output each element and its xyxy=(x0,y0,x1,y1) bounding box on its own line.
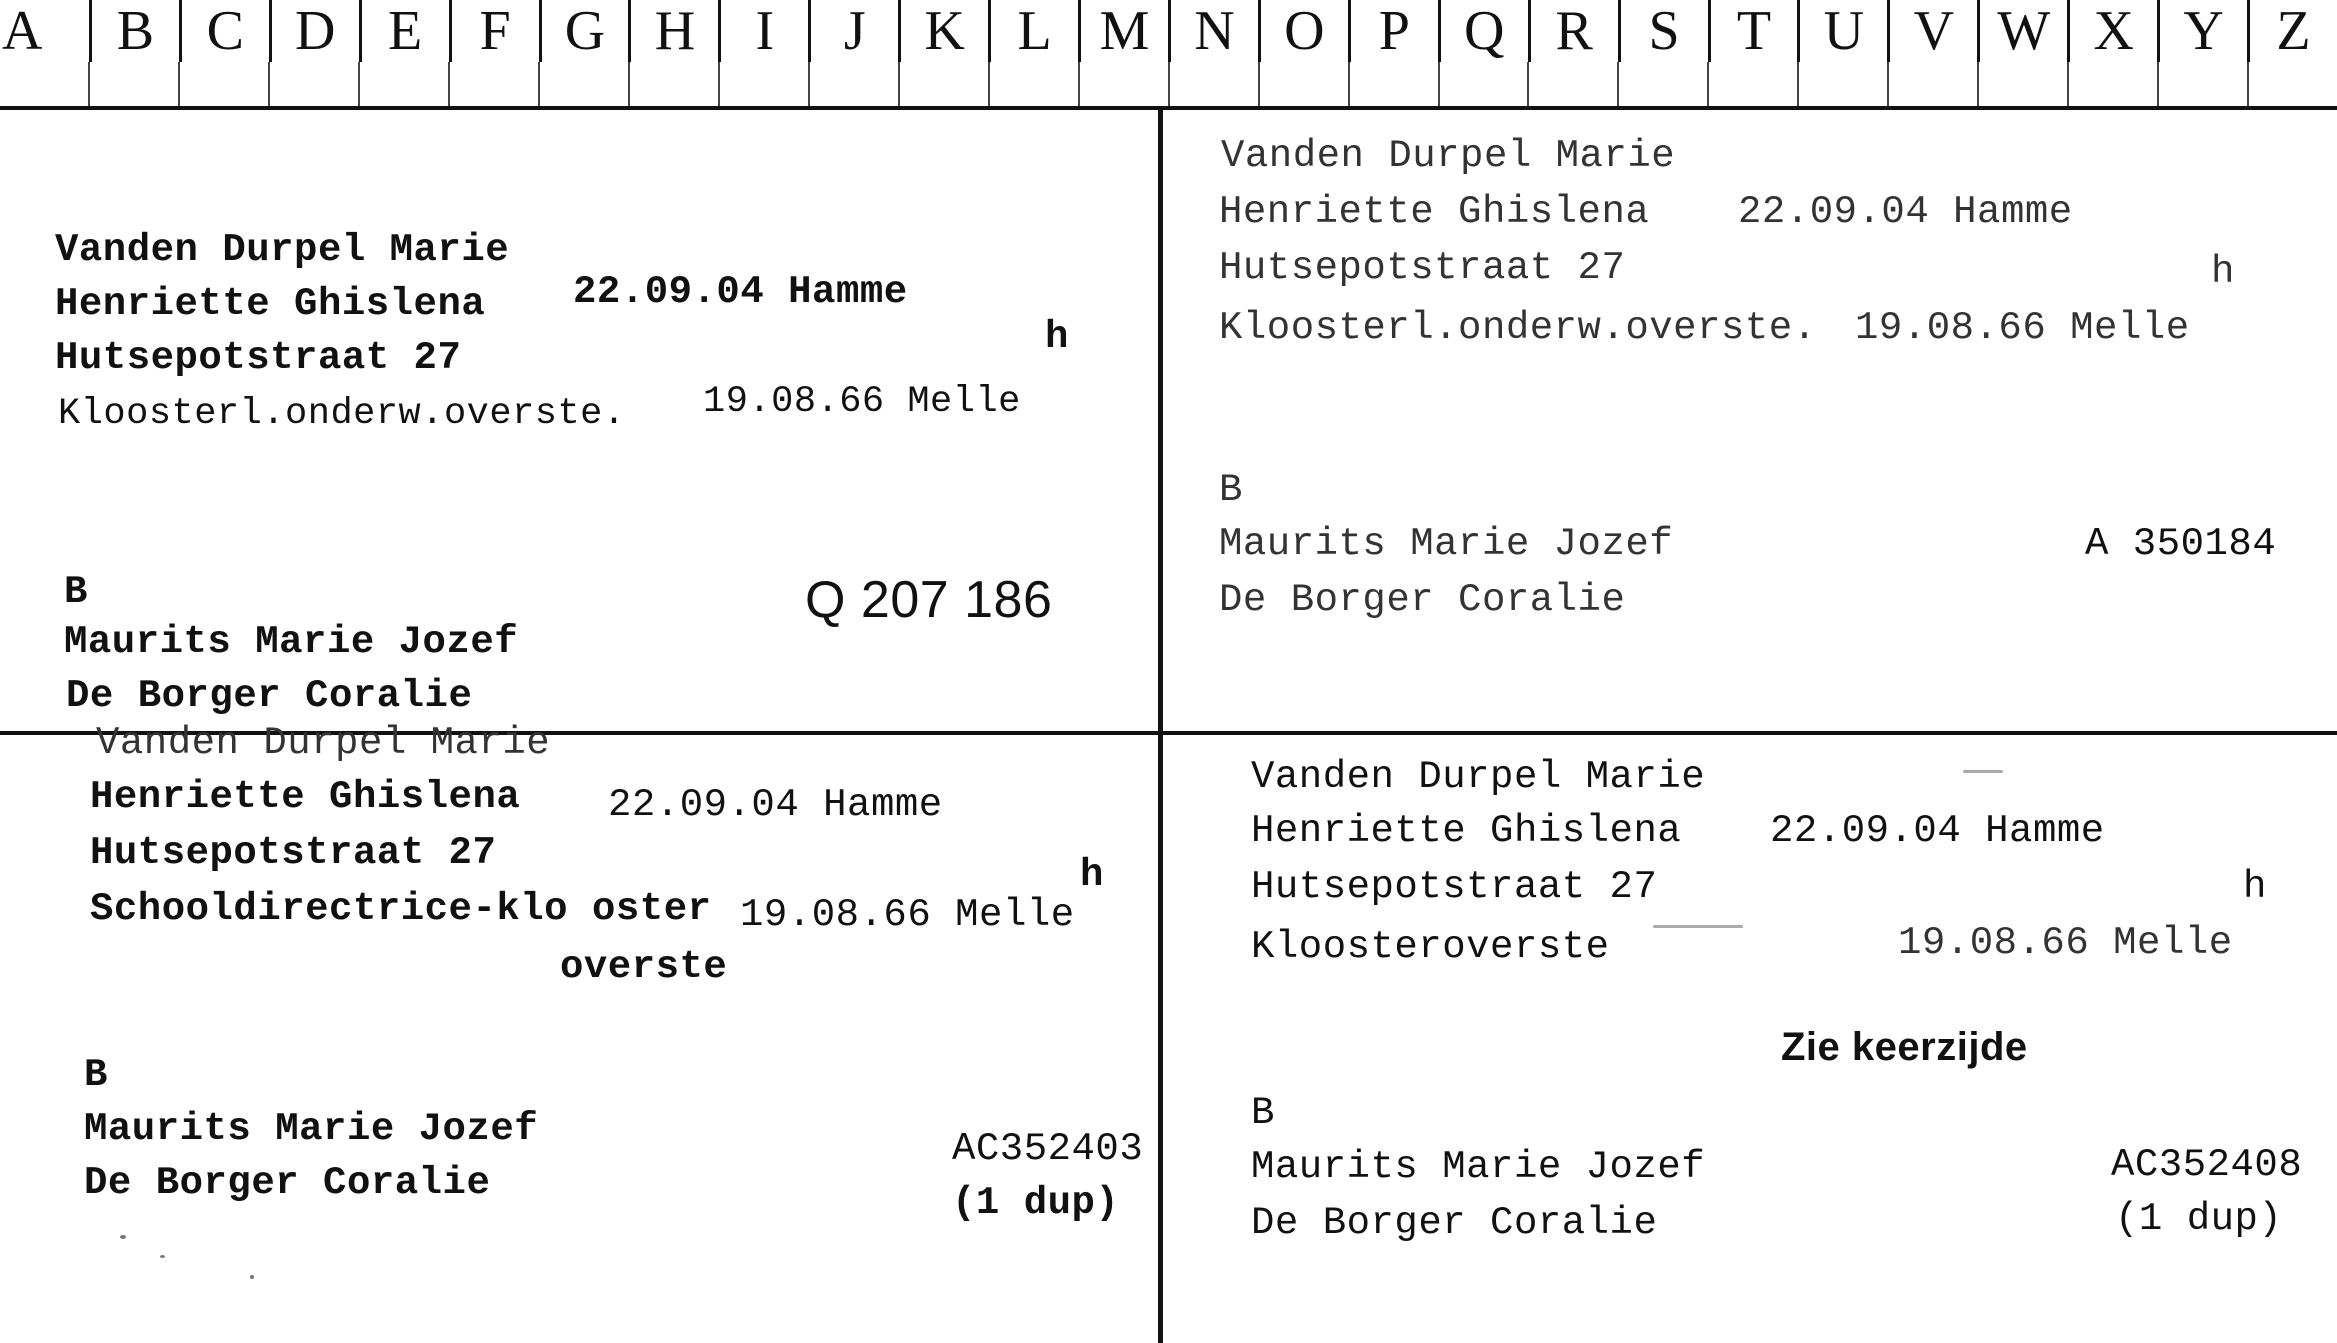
index-letter: A xyxy=(0,0,92,62)
card-name-line2: Henriette Ghislena xyxy=(90,775,521,819)
index-letter: T xyxy=(1711,0,1801,62)
index-letter: O xyxy=(1261,0,1351,62)
card-date-place: 19.08.66 Melle xyxy=(1855,306,2190,350)
card-note: Zie keerzijde xyxy=(1781,1025,2028,1069)
index-letter: X xyxy=(2070,0,2160,62)
index-letter: N xyxy=(1171,0,1261,62)
card-parents-label: B xyxy=(1219,468,1243,512)
card-number: Q 207 186 xyxy=(805,571,1053,629)
card-occupation: Kloosterl.onderw.overste. xyxy=(1219,306,1817,350)
card-name-line1: Vanden Durpel Marie xyxy=(55,228,510,272)
card-dup: (1 dup) xyxy=(952,1181,1120,1225)
card-marker: h xyxy=(2243,865,2267,909)
card-mother: De Borger Coralie xyxy=(1251,1201,1658,1245)
index-letter: K xyxy=(901,0,991,62)
card-mother: De Borger Coralie xyxy=(1219,578,1626,622)
card-number: AC352408 xyxy=(2111,1143,2303,1187)
card-name-line2: Henriette Ghislena xyxy=(55,282,486,326)
card-dup: (1 dup) xyxy=(2115,1197,2283,1241)
card-address: Hutsepotstraat 27 xyxy=(55,336,462,380)
index-letter: Y xyxy=(2160,0,2250,62)
card-father: Maurits Marie Jozef xyxy=(64,620,519,664)
card-date-place: 19.08.66 Melle xyxy=(740,893,1075,937)
index-letter: Z xyxy=(2276,0,2311,62)
card-birth: 22.09.04 Hamme xyxy=(1770,809,2105,853)
card-address: Hutsepotstraat 27 xyxy=(1251,865,1658,909)
card-father: Maurits Marie Jozef xyxy=(1219,522,1674,566)
index-letter: U xyxy=(1800,0,1890,62)
card-date-place: 19.08.66 Melle xyxy=(703,381,1021,423)
alphabet-index xyxy=(0,0,2337,110)
index-letter: P xyxy=(1351,0,1441,62)
card-name-line2: Henriette Ghislena xyxy=(1219,190,1650,234)
alphabet-ticks xyxy=(0,62,2337,106)
card-date-place: 19.08.66 Melle xyxy=(1898,921,2233,965)
index-letter: B xyxy=(92,0,182,62)
card-occupation: Kloosteroverste xyxy=(1251,925,1610,969)
index-card-2 xyxy=(1163,110,2337,731)
alphabet-letters xyxy=(0,0,2337,62)
index-letter: H xyxy=(631,0,721,62)
card-name-line1: Vanden Durpel Marie xyxy=(1251,755,1706,799)
index-letter: S xyxy=(1621,0,1711,62)
index-letter: Q xyxy=(1441,0,1531,62)
card-marker: h xyxy=(1080,853,1104,897)
card-mother: De Borger Coralie xyxy=(84,1161,491,1205)
index-letter: L xyxy=(991,0,1081,62)
card-occupation: Kloosterl.onderw.overste. xyxy=(58,393,626,435)
card-marker: h xyxy=(2211,250,2235,294)
card-occupation: Schooldirectrice-klo oster xyxy=(90,887,712,931)
index-card-4 xyxy=(1163,735,2337,1343)
index-card-3 xyxy=(0,721,1158,1343)
index-letter: R xyxy=(1531,0,1621,62)
card-parents-label: B xyxy=(1251,1091,1275,1135)
card-address: Hutsepotstraat 27 xyxy=(90,831,497,875)
card-name-line2: Henriette Ghislena xyxy=(1251,809,1682,853)
card-mother: De Borger Coralie xyxy=(66,674,473,718)
card-number: AC352403 xyxy=(952,1127,1144,1171)
index-letter: W xyxy=(1980,0,2070,62)
card-parents-label: B xyxy=(84,1053,108,1097)
card-name-line1: Vanden Durpel Marie xyxy=(96,721,551,765)
index-letter: M xyxy=(1081,0,1171,62)
index-letter: F xyxy=(452,0,542,62)
card-parents-label: B xyxy=(64,570,88,614)
index-card-1 xyxy=(0,110,1158,731)
card-marker: h xyxy=(1045,315,1069,359)
index-letter: E xyxy=(362,0,452,62)
index-letter: J xyxy=(811,0,901,62)
card-father: Maurits Marie Jozef xyxy=(1251,1145,1706,1189)
card-father: Maurits Marie Jozef xyxy=(84,1107,539,1151)
card-birth: 22.09.04 Hamme xyxy=(608,783,943,827)
index-letter: G xyxy=(542,0,632,62)
card-address: Hutsepotstraat 27 xyxy=(1219,246,1626,290)
card-name-line1: Vanden Durpel Marie xyxy=(1221,134,1676,178)
index-letter: V xyxy=(1890,0,1980,62)
card-occupation-cont: overste xyxy=(560,945,728,989)
card-birth: 22.09.04 Hamme xyxy=(1738,190,2073,234)
index-letter: I xyxy=(721,0,811,62)
index-letter: C xyxy=(182,0,272,62)
index-letter: D xyxy=(272,0,362,62)
card-birth: 22.09.04 Hamme xyxy=(573,270,908,314)
card-number: A 350184 xyxy=(2085,522,2277,566)
